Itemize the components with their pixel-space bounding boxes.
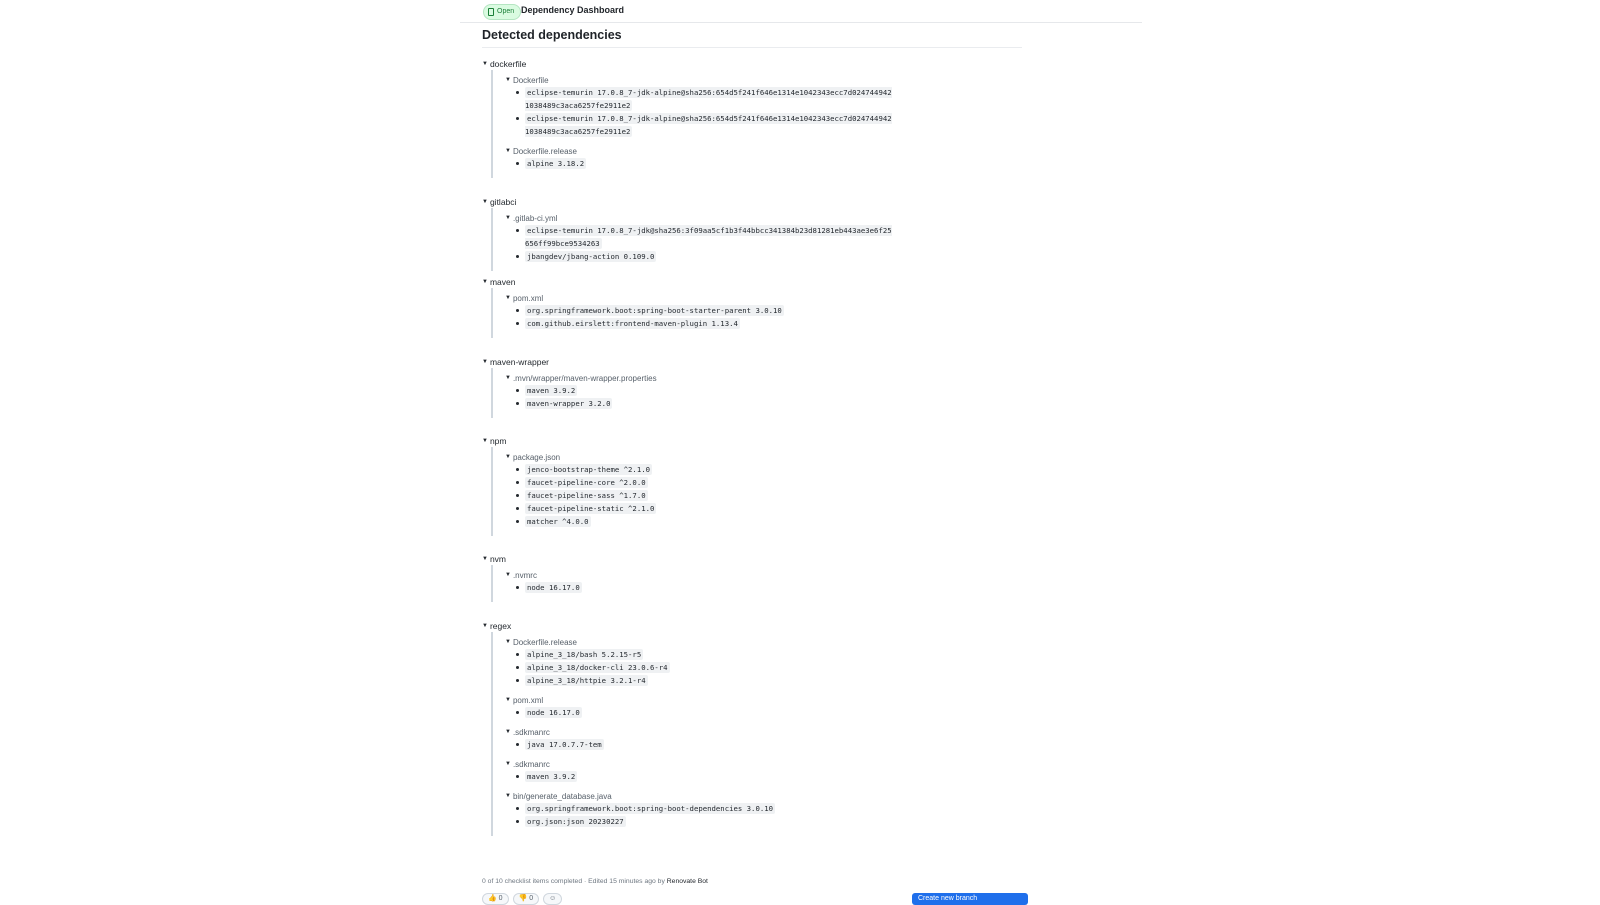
dependency-item <box>525 802 775 815</box>
manager-name: maven-wrapper <box>489 357 550 367</box>
dependency-item <box>525 86 895 112</box>
manager-dockerfile <box>482 58 895 178</box>
file-block <box>505 694 775 719</box>
dependency-item <box>525 502 656 515</box>
triangle-down-icon: ▼ <box>505 375 511 381</box>
dependency-item <box>525 489 656 502</box>
triangle-down-icon: ▼ <box>505 697 511 703</box>
dependency-code: alpine_3_18/bash 5.2.15-r5 <box>527 650 642 659</box>
file-name: pom.xml <box>512 695 544 705</box>
dependency-list <box>505 738 775 751</box>
file-name: .sdkmanrc <box>512 759 550 769</box>
dependency-code: org.springframework.boot:spring-boot-starter-parent 3.0.10 <box>527 306 782 315</box>
file-block <box>505 451 656 528</box>
file-name: Dockerfile.release <box>512 637 577 647</box>
dependency-code: maven-wrapper 3.2.0 <box>527 399 611 408</box>
file-block <box>505 292 784 330</box>
file-block <box>505 790 775 828</box>
triangle-down-icon: ▼ <box>482 623 488 629</box>
manager-name: nvm <box>489 554 507 564</box>
file-toggle[interactable] <box>505 145 895 157</box>
triangle-down-icon: ▼ <box>505 729 511 735</box>
file-toggle[interactable] <box>505 694 775 706</box>
dependency-list <box>505 304 784 330</box>
dependency-code: java 17.0.7.7-tem <box>527 740 602 749</box>
file-name: Dockerfile.release <box>512 146 577 156</box>
issue-header <box>460 0 1142 23</box>
thumbs-down-reaction[interactable]: 👎 0 <box>513 893 540 905</box>
section-heading: Detected dependencies <box>482 28 1022 48</box>
manager-regex <box>482 620 775 836</box>
dependency-list <box>505 648 775 687</box>
issue-body <box>482 28 1022 48</box>
dependency-code: jenco-bootstrap-theme ^2.1.0 <box>527 465 651 474</box>
dependency-code: alpine 3.18.2 <box>527 159 585 168</box>
triangle-down-icon: ▼ <box>505 215 511 221</box>
dependency-code: node 16.17.0 <box>527 708 580 717</box>
manager-name: gitlabci <box>489 197 517 207</box>
file-toggle[interactable] <box>505 569 582 581</box>
dependency-code: org.springframework.boot:spring-boot-dependencies 3.0.10 <box>527 804 774 813</box>
thumbs-up-reaction[interactable]: 👍 0 <box>482 893 509 905</box>
triangle-down-icon: ▼ <box>505 295 511 301</box>
file-block <box>505 569 582 594</box>
reactions-bar <box>482 893 562 905</box>
manager-toggle[interactable] <box>482 435 656 447</box>
add-reaction-button[interactable]: ☺ <box>543 893 562 905</box>
status-badge <box>483 4 521 20</box>
manager-files <box>491 447 656 536</box>
dependency-item <box>525 661 775 674</box>
dependency-item <box>525 815 775 828</box>
dependency-item <box>525 581 582 594</box>
file-block <box>505 758 775 783</box>
triangle-down-icon: ▼ <box>505 793 511 799</box>
triangle-down-icon: ▼ <box>505 572 511 578</box>
triangle-down-icon: ▼ <box>482 438 488 444</box>
triangle-down-icon: ▼ <box>505 77 511 83</box>
status-badge-label: Open <box>497 8 515 15</box>
dependency-list <box>505 384 657 410</box>
edit-status <box>482 878 708 885</box>
manager-files <box>491 368 657 418</box>
triangle-down-icon: ▼ <box>482 279 488 285</box>
triangle-down-icon: ▼ <box>482 199 488 205</box>
triangle-down-icon: ▼ <box>505 454 511 460</box>
file-block <box>505 212 895 263</box>
file-toggle[interactable] <box>505 292 784 304</box>
file-toggle[interactable] <box>505 212 895 224</box>
file-name: .gitlab-ci.yml <box>512 213 558 223</box>
dependency-item <box>525 157 895 170</box>
manager-files <box>491 70 895 178</box>
dependency-code: eclipse-temurin 17.0.8_7-jdk-alpine@sha256:654d5f241f646e1314e1042343ecc7d0247449421038489c3aca6257fe2911e2 <box>525 88 892 110</box>
triangle-down-icon: ▼ <box>505 761 511 767</box>
file-name: .mvn/wrapper/maven-wrapper.properties <box>512 373 657 383</box>
manager-name: regex <box>489 621 512 631</box>
manager-npm <box>482 435 656 536</box>
dependency-item <box>525 463 656 476</box>
dependency-list <box>505 157 895 170</box>
file-name: bin/generate_database.java <box>512 791 612 801</box>
file-name: package.json <box>512 452 561 462</box>
file-name: .nvmrc <box>512 570 537 580</box>
file-block <box>505 726 775 751</box>
dependency-item <box>525 384 657 397</box>
dependency-code: maven 3.9.2 <box>527 386 576 395</box>
dependency-item <box>525 648 775 661</box>
issue-title: Dependency Dashboard <box>521 5 625 15</box>
dependency-item <box>525 304 784 317</box>
dependency-list <box>505 706 775 719</box>
file-toggle[interactable] <box>505 636 775 648</box>
dependency-code: com.github.eirslett:frontend-maven-plugin 1.13.4 <box>527 319 738 328</box>
dependency-list <box>505 581 582 594</box>
dependency-item <box>525 770 775 783</box>
dependency-code: alpine_3_18/docker-cli 23.0.6-r4 <box>527 663 668 672</box>
triangle-down-icon: ▼ <box>505 148 511 154</box>
dependency-code: alpine_3_18/httpie 3.2.1-r4 <box>527 676 646 685</box>
dependency-item <box>525 224 895 250</box>
issue-open-icon <box>488 8 494 16</box>
dependency-list <box>505 86 895 138</box>
manager-files <box>491 632 775 836</box>
manager-files <box>491 208 895 271</box>
dependency-item <box>525 738 775 751</box>
file-toggle[interactable] <box>505 790 775 802</box>
triangle-down-icon: ▼ <box>482 61 488 67</box>
dependency-code: faucet-pipeline-sass ^1.7.0 <box>527 491 646 500</box>
dependency-item <box>525 515 656 528</box>
triangle-down-icon: ▼ <box>482 359 488 365</box>
dependency-code: eclipse-temurin 17.0.8_7-jdk-alpine@sha256:654d5f241f646e1314e1042343ecc7d0247449421038489c3aca6257fe2911e2 <box>525 114 892 136</box>
file-name: .sdkmanrc <box>512 727 550 737</box>
file-toggle[interactable] <box>505 451 656 463</box>
file-name: Dockerfile <box>512 75 549 85</box>
dependency-list <box>505 802 775 828</box>
triangle-down-icon: ▼ <box>482 556 488 562</box>
manager-maven-wrapper <box>482 356 657 418</box>
manager-toggle[interactable] <box>482 58 895 70</box>
file-block <box>505 145 895 170</box>
manager-name: maven <box>489 277 516 287</box>
dependency-code: jbangdev/jbang-action 0.109.0 <box>527 252 655 261</box>
dependency-item <box>525 250 895 263</box>
file-block <box>505 636 775 687</box>
manager-maven <box>482 276 784 338</box>
dependency-list <box>505 770 775 783</box>
dependency-code: maven 3.9.2 <box>527 772 576 781</box>
dependency-code: eclipse-temurin 17.0.8_7-jdk@sha256:3f09aa5cf1b3f44bbcc341384b23d81281eb443ae3e6f25656ff99bce9534263 <box>525 226 892 248</box>
manager-files <box>491 288 784 338</box>
dependency-item <box>525 476 656 489</box>
file-block <box>505 74 895 138</box>
dependency-code: faucet-pipeline-core ^2.0.0 <box>527 478 646 487</box>
dependency-item <box>525 317 784 330</box>
manager-gitlabci <box>482 196 895 271</box>
dependency-item <box>525 397 657 410</box>
dependency-code: matcher ^4.0.0 <box>527 517 589 526</box>
dependency-list <box>505 463 656 528</box>
manager-toggle[interactable] <box>482 276 784 288</box>
manager-toggle[interactable] <box>482 620 775 632</box>
dependency-code: org.json:json 20230227 <box>527 817 624 826</box>
manager-name: npm <box>489 436 507 446</box>
dependency-item <box>525 674 775 687</box>
primary-action-button[interactable]: Create new branch <box>912 893 1028 905</box>
triangle-down-icon: ▼ <box>505 639 511 645</box>
dependency-list <box>505 224 895 263</box>
edit-author-link[interactable]: Renovate Bot <box>666 878 708 885</box>
edit-status-text: 0 of 10 checklist items completed · Edited 15 minutes ago by <box>482 878 665 885</box>
manager-files <box>491 565 582 602</box>
manager-toggle[interactable] <box>482 553 582 565</box>
manager-toggle[interactable] <box>482 196 895 208</box>
manager-nvm <box>482 553 582 602</box>
file-name: pom.xml <box>512 293 544 303</box>
manager-toggle[interactable] <box>482 356 657 368</box>
dependency-item <box>525 112 895 138</box>
file-toggle[interactable] <box>505 726 775 738</box>
file-block <box>505 372 657 410</box>
dependency-code: node 16.17.0 <box>527 583 580 592</box>
file-toggle[interactable] <box>505 74 895 86</box>
dependency-code: faucet-pipeline-static ^2.1.0 <box>527 504 655 513</box>
dependency-item <box>525 706 775 719</box>
file-toggle[interactable] <box>505 372 657 384</box>
file-toggle[interactable] <box>505 758 775 770</box>
manager-name: dockerfile <box>489 59 527 69</box>
